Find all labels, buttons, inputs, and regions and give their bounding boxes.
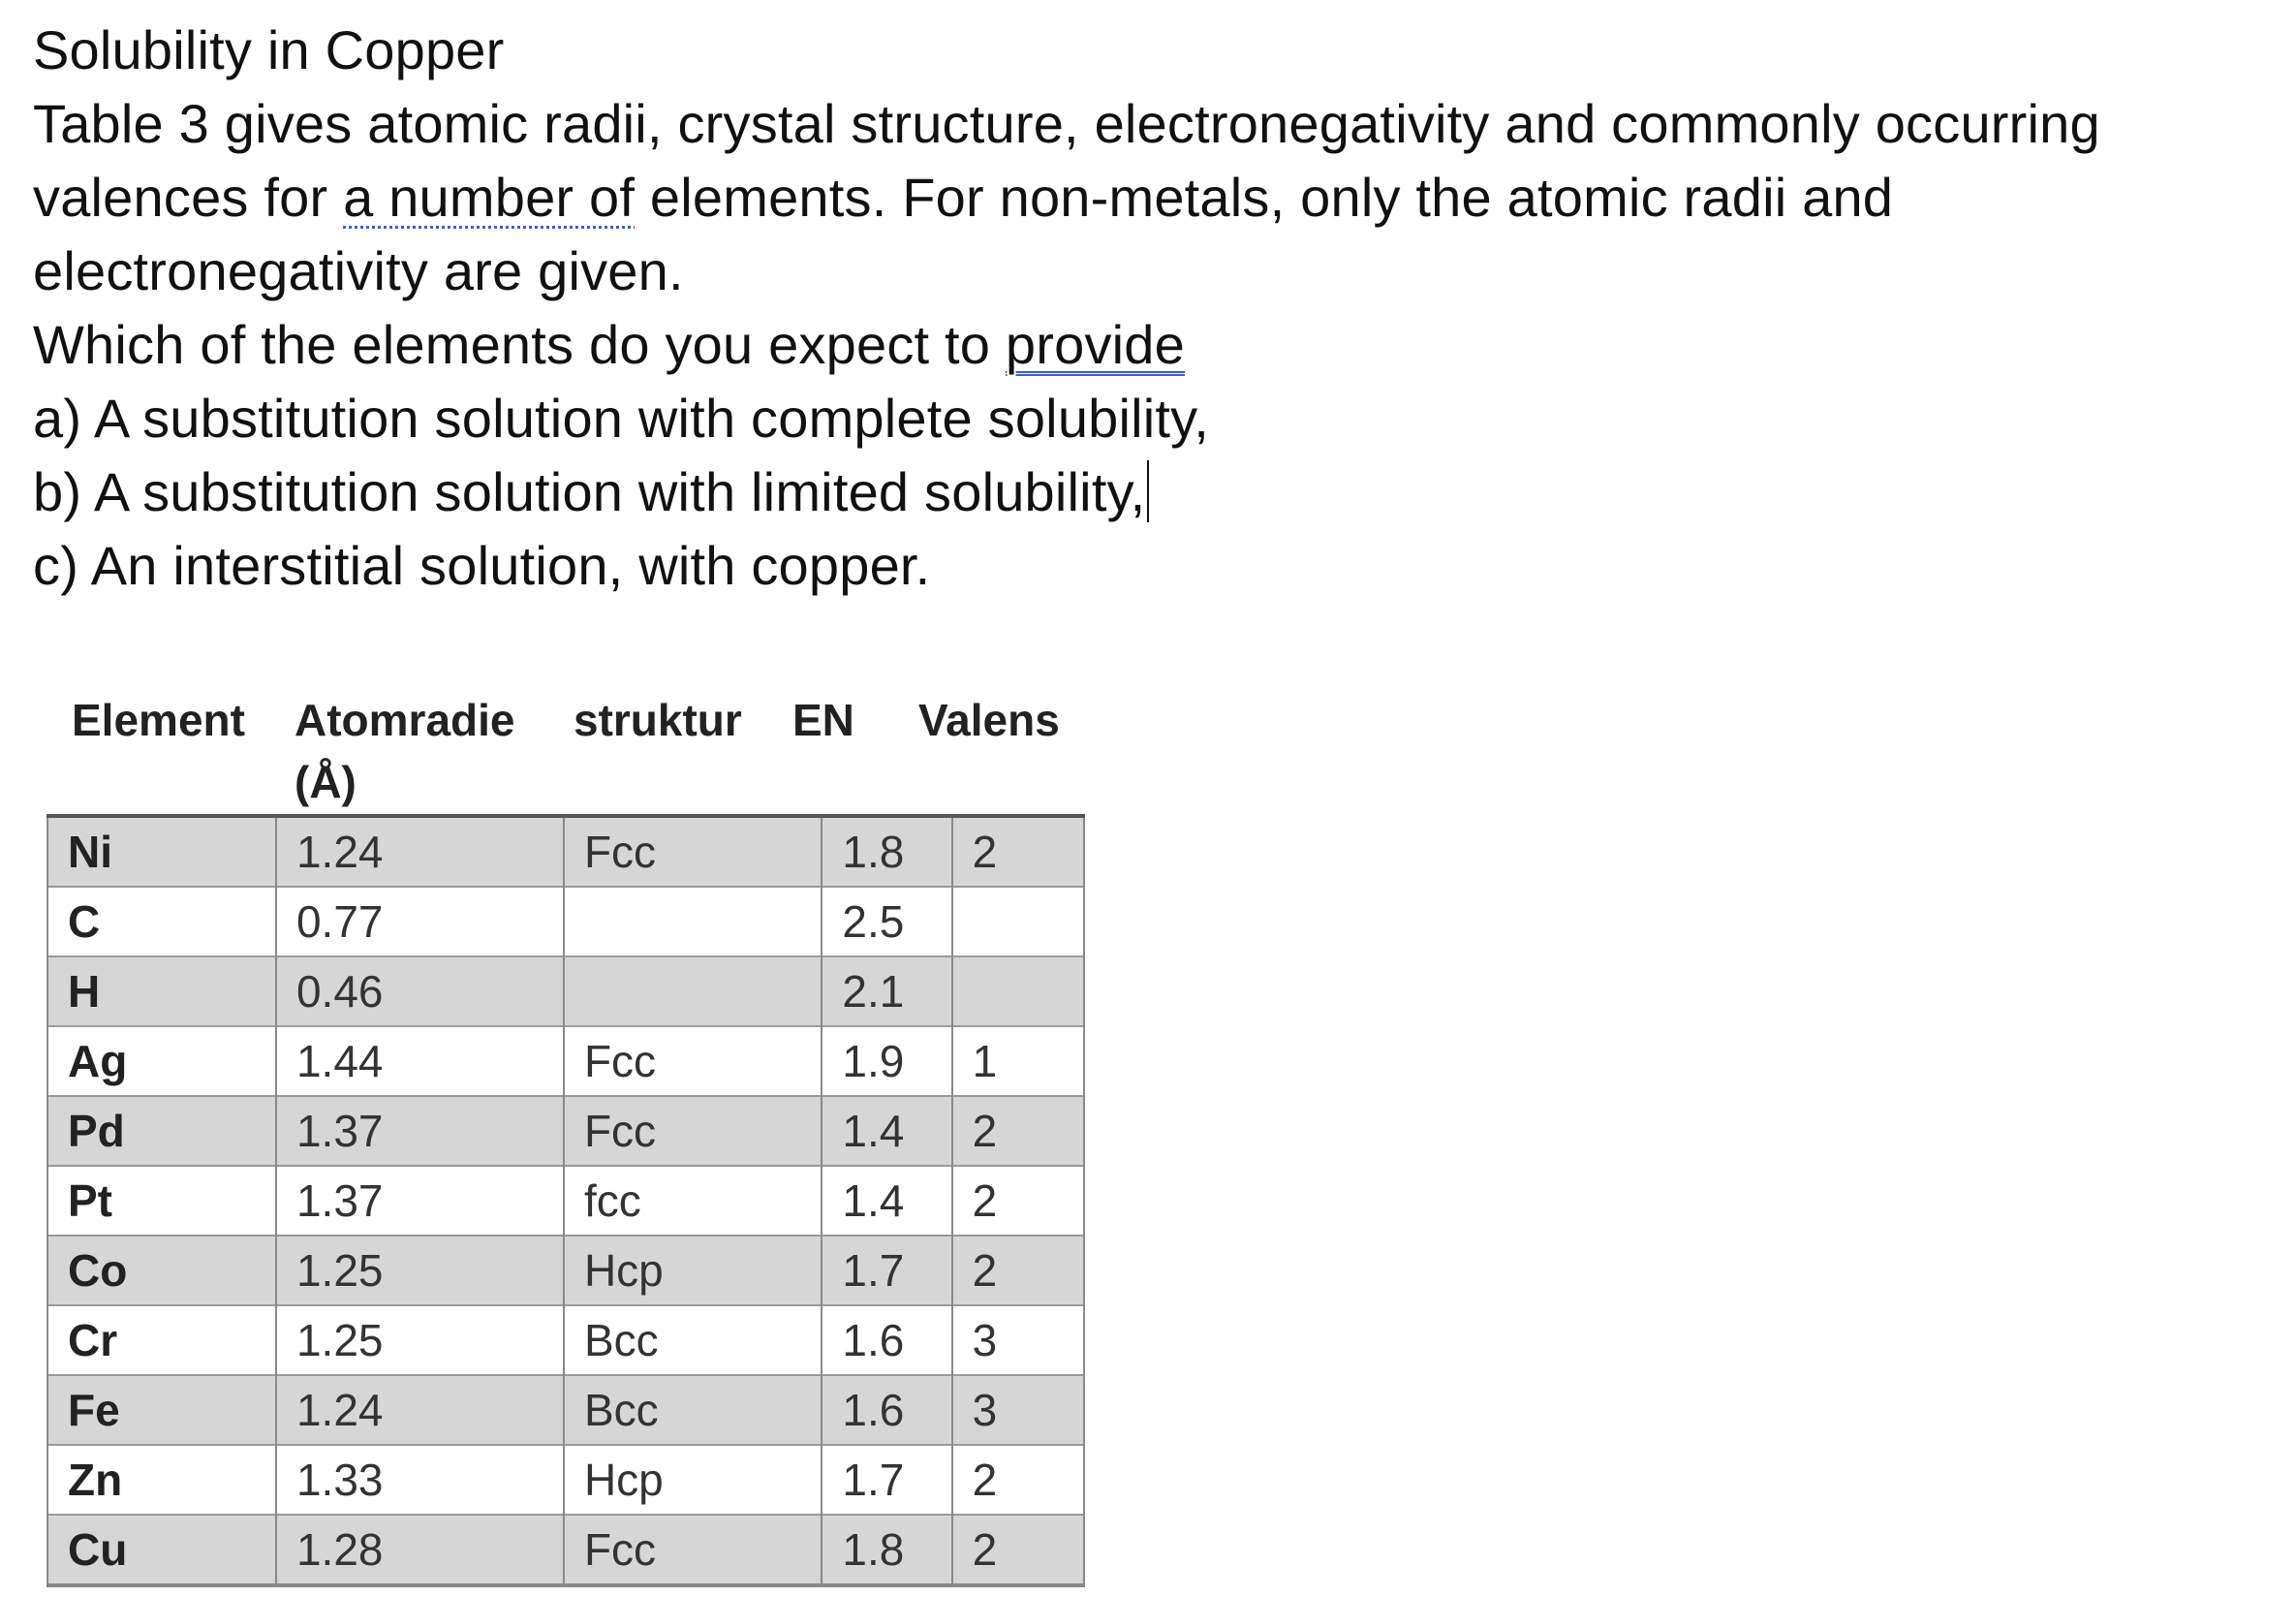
cell-radius: 1.24: [276, 816, 564, 887]
cell-structure: Bcc: [564, 1305, 822, 1375]
intro-line-2: [33, 161, 2280, 235]
cell-valence: [952, 956, 1084, 1026]
question-line: [33, 308, 2280, 382]
element-data-table: [47, 814, 1085, 1587]
cell-en: 2.1: [822, 956, 951, 1026]
cell-structure: [564, 956, 822, 1026]
option-b-text: b) A substitution solution with limited solubility,: [33, 461, 1146, 522]
cell-radius: 1.33: [276, 1445, 564, 1515]
cell-valence: 2: [952, 1515, 1084, 1585]
cell-en: 1.7: [822, 1445, 951, 1515]
option-a: a) A substitution solution with complete solubility,: [33, 388, 1209, 449]
cell-radius: 0.46: [276, 956, 564, 1026]
option-c: c) An interstitial solution, with copper.: [33, 535, 931, 596]
header-structure: struktur: [574, 695, 742, 745]
cell-valence: [952, 887, 1084, 956]
cell-radius: 1.25: [276, 1236, 564, 1305]
cell-en: 1.8: [822, 816, 951, 887]
intro-line-1: Table 3 gives atomic radii, crystal structure, electronegativity and commonly occurring: [33, 93, 2100, 154]
header-element: Element: [72, 695, 245, 745]
cell-valence: 2: [952, 1096, 1084, 1166]
table-row: [47, 1236, 1084, 1305]
cell-structure: Hcp: [564, 1445, 822, 1515]
element-table-image: [47, 678, 1093, 1575]
cell-valence: 2: [952, 816, 1084, 887]
cell-element: Co: [47, 1236, 276, 1305]
header-valence: Valens: [918, 695, 1060, 745]
intro-line-2-start: valences for: [33, 167, 344, 228]
table-row: [47, 956, 1084, 1026]
cell-en: 1.6: [822, 1375, 951, 1445]
option-b: [33, 455, 2280, 529]
table-header: [47, 678, 1093, 814]
cell-structure: Bcc: [564, 1375, 822, 1445]
cell-structure: [564, 887, 822, 956]
question-text: Which of the elements do you expect to: [33, 314, 1006, 375]
cell-element: Pd: [47, 1096, 276, 1166]
cell-element: Cu: [47, 1515, 276, 1585]
cell-valence: 2: [952, 1236, 1084, 1305]
cell-element: Cr: [47, 1305, 276, 1375]
cell-valence: 2: [952, 1166, 1084, 1236]
table-row: [47, 887, 1084, 956]
header-radius-unit: (Å): [295, 757, 357, 807]
document-body[interactable]: [33, 14, 2280, 603]
intro-line-2-end: elements. For non-metals, only the atomic radii and: [635, 167, 1894, 228]
cell-radius: 0.77: [276, 887, 564, 956]
cell-structure: Hcp: [564, 1236, 822, 1305]
cell-en: 1.7: [822, 1236, 951, 1305]
table-row: [47, 1305, 1084, 1375]
cell-radius: 1.25: [276, 1305, 564, 1375]
cell-structure: Fcc: [564, 816, 822, 887]
cell-valence: 3: [952, 1305, 1084, 1375]
cell-radius: 1.44: [276, 1026, 564, 1096]
cell-structure: Fcc: [564, 1026, 822, 1096]
cell-en: 1.9: [822, 1026, 951, 1096]
double-underline-word[interactable]: provide: [1005, 314, 1185, 375]
cell-en: 1.4: [822, 1096, 951, 1166]
header-radius: Atomradie: [295, 695, 515, 745]
table-row: [47, 1096, 1084, 1166]
cell-valence: 2: [952, 1445, 1084, 1515]
cell-radius: 1.28: [276, 1515, 564, 1585]
document-title: Solubility in Copper: [33, 19, 505, 80]
cell-element: Ag: [47, 1026, 276, 1096]
table-row: [47, 1445, 1084, 1515]
table-row: [47, 1026, 1084, 1096]
cell-element: Fe: [47, 1375, 276, 1445]
table-row: [47, 1515, 1084, 1585]
cell-element: C: [47, 887, 276, 956]
text-cursor: [1147, 460, 1149, 522]
cell-en: 1.8: [822, 1515, 951, 1585]
intro-line-3: electronegativity are given.: [33, 240, 684, 301]
table-row: [47, 1375, 1084, 1445]
cell-radius: 1.24: [276, 1375, 564, 1445]
cell-structure: fcc: [564, 1166, 822, 1236]
cell-valence: 3: [952, 1375, 1084, 1445]
cell-radius: 1.37: [276, 1166, 564, 1236]
header-en: EN: [792, 695, 854, 745]
cell-structure: Fcc: [564, 1515, 822, 1585]
cell-valence: 1: [952, 1026, 1084, 1096]
cell-element: Ni: [47, 816, 276, 887]
dotted-underline-phrase[interactable]: a number of: [343, 167, 636, 228]
table-row: [47, 1166, 1084, 1236]
cell-structure: Fcc: [564, 1096, 822, 1166]
cell-en: 1.6: [822, 1305, 951, 1375]
cell-element: Zn: [47, 1445, 276, 1515]
cell-element: H: [47, 956, 276, 1026]
cell-element: Pt: [47, 1166, 276, 1236]
table-row: [47, 816, 1084, 887]
cell-radius: 1.37: [276, 1096, 564, 1166]
cell-en: 2.5: [822, 887, 951, 956]
cell-en: 1.4: [822, 1166, 951, 1236]
